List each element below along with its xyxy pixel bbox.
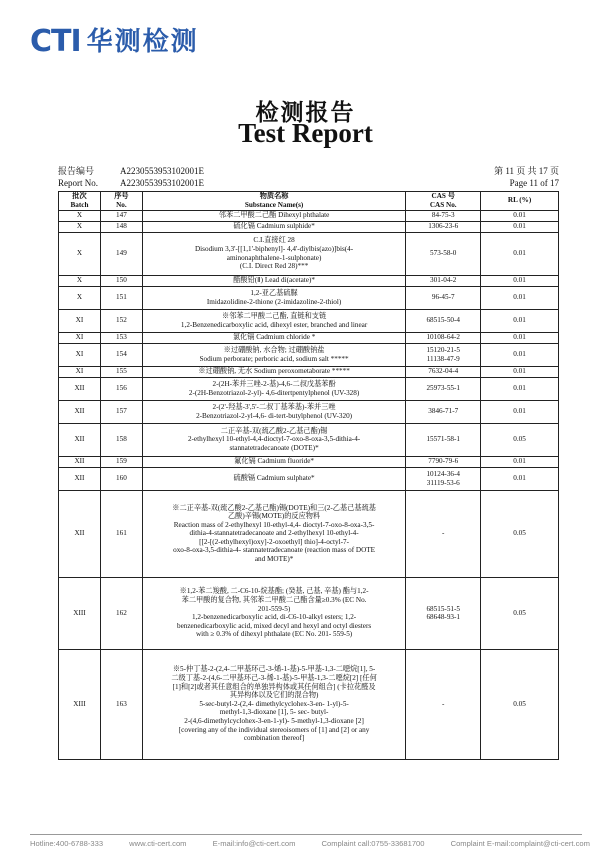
cell-no: 147 xyxy=(100,210,142,221)
logo-cn-text: 华测检测 xyxy=(86,27,199,57)
cell-batch: XIII xyxy=(59,577,101,649)
cell-no: 155 xyxy=(100,366,142,377)
cell-rl: 0.01 xyxy=(481,309,559,332)
page-indicator xyxy=(494,165,559,189)
substance-line: 氟化镉 Cadmium fluoride* xyxy=(234,457,314,466)
substance-line: 2-(2H-苯并三唑-2-基)-4,6-二叔戊基苯酚 xyxy=(212,380,336,388)
cell-cas xyxy=(406,649,481,759)
cell-rl: 0.05 xyxy=(481,490,559,577)
footer-divider xyxy=(30,834,582,835)
cas-number: 15571-58-1 xyxy=(426,435,460,444)
substance-line: Reaction mass of 2-ethylhexyl 10-ethyl-4,4- dioctyl-7-oxo-8-oxa-3,5- xyxy=(173,520,375,529)
cell-no: 150 xyxy=(100,275,142,286)
cell-substance-name xyxy=(142,400,405,423)
substance-line: methyl-1,3-dioxane [1], 5- sec- butyl- xyxy=(219,708,329,717)
substance-line: 1,2-benzenedicarboxylic acid, di-C6-10-alkyl esters; 1,2- xyxy=(191,613,357,622)
substance-line: (C.I. Direct Red 28)*** xyxy=(239,262,309,271)
cell-rl: 0.01 xyxy=(481,400,559,423)
substance-line: stannatetradecanoate (DOTE)* xyxy=(229,443,319,452)
cell-rl: 0.01 xyxy=(481,221,559,232)
header-substance: 物质名称 Substance Name(s) xyxy=(142,192,405,211)
substance-line: ※过硼酸钠, 无水 Sodium peroxometaborate ***** xyxy=(198,367,350,376)
substance-line: dithia-4-stannatetradecanoate and 2-ethylhexyl 10-ethyl-4- xyxy=(189,529,359,538)
table-row xyxy=(59,286,559,309)
cell-cas xyxy=(406,400,481,423)
cell-rl: 0.01 xyxy=(481,343,559,366)
substance-line: 硫化镉 Cadmium sulphide* xyxy=(233,222,315,231)
cell-rl: 0.05 xyxy=(481,577,559,649)
title-cn: 检测报告 xyxy=(255,99,356,126)
substance-line: oxo-8-oxa-3,5-dithia-4- stannatetradecanoate (reaction mass of DOTE xyxy=(173,546,376,555)
substance-line: ※邻苯二甲酸二己酯, 直链和支链 xyxy=(221,312,327,320)
page-en: Page 11 of 17 xyxy=(509,178,559,188)
cell-cas xyxy=(406,232,481,275)
substance-line: combination thereof] xyxy=(243,734,305,743)
cell-rl: 0.05 xyxy=(481,423,559,456)
cell-no: 157 xyxy=(100,400,142,423)
cas-number: 7790-79-6 xyxy=(428,457,459,466)
substance-line: Disodium 3,3'-[[1,1'-biphenyl]- 4,4'-diylbis(azo)]bis(4- xyxy=(194,245,354,253)
cell-no: 161 xyxy=(100,490,142,577)
cell-no: 158 xyxy=(100,423,142,456)
cell-batch: XIII xyxy=(59,649,101,759)
table-row xyxy=(59,221,559,232)
cell-no: 162 xyxy=(100,577,142,649)
cas-number: - xyxy=(442,529,445,538)
substance-line: [[2-[(2-ethylhexyl)oxy]-2-oxoethyl] thio]-4-octyl-7- xyxy=(199,537,350,546)
substance-line: Imidazolidine-2-thione (2-imidazoline-2-thiol) xyxy=(206,297,342,306)
cas-number: - xyxy=(442,699,445,708)
report-number xyxy=(58,165,204,189)
cell-substance-name xyxy=(142,275,405,286)
substance-line: C.I.直接红 28 xyxy=(253,236,295,245)
cell-cas xyxy=(406,275,481,286)
report-no-value-en: A2230553953102001E xyxy=(120,178,204,188)
substance-line: aminonaphthalene-1-sulphonate) xyxy=(226,253,322,262)
table-row xyxy=(59,456,559,467)
cas-number: 7632-04-4 xyxy=(428,367,459,376)
cell-no: 156 xyxy=(100,377,142,400)
cell-batch: X xyxy=(59,221,101,232)
substance-line: and MOTE)* xyxy=(254,555,294,564)
cell-rl: 0.01 xyxy=(481,332,559,343)
cas-number: 68648-93-1 xyxy=(426,613,460,622)
cell-batch: XII xyxy=(59,490,101,577)
cell-no: 148 xyxy=(100,221,142,232)
substance-line: 氯化镉 Cadmium chloride * xyxy=(232,333,316,342)
footer-hotline: Hotline:400-6788-333 xyxy=(30,839,104,848)
cas-number: 11138-47-9 xyxy=(426,354,460,363)
cell-substance-name xyxy=(142,332,405,343)
footer-website: www.cti-cert.com xyxy=(129,839,187,848)
cell-batch: XII xyxy=(59,377,101,400)
cell-cas xyxy=(406,366,481,377)
cell-cas xyxy=(406,467,481,490)
cell-rl: 0.05 xyxy=(481,649,559,759)
cell-substance-name xyxy=(142,577,405,649)
substance-line: 苯二甲酸的复合物, 其邻苯二甲酸二己酯含量≥0.3% (EC No. xyxy=(181,595,367,604)
cell-batch: XII xyxy=(59,456,101,467)
substance-line: Sodium perborate; perboric acid, sodium salt ***** xyxy=(199,354,349,363)
cell-rl: 0.01 xyxy=(481,210,559,221)
table-row xyxy=(59,343,559,366)
cell-rl: 0.01 xyxy=(481,467,559,490)
cell-substance-name xyxy=(142,467,405,490)
cell-cas xyxy=(406,210,481,221)
cell-rl: 0.01 xyxy=(481,456,559,467)
substance-line: 2-(2'-羟基-3',5'-二叔丁基苯基)-苯并三唑 xyxy=(212,403,336,411)
cas-number: 96-45-7 xyxy=(431,293,455,302)
cell-substance-name xyxy=(142,377,405,400)
cell-substance-name xyxy=(142,343,405,366)
substance-line: 二正辛基-双(巯乙酸2-乙基己酯)锡 xyxy=(220,426,328,435)
table-row xyxy=(59,366,559,377)
cas-number: 84-75-3 xyxy=(431,211,455,220)
cell-cas xyxy=(406,286,481,309)
cas-number: 25973-55-1 xyxy=(426,384,460,393)
cell-no: 160 xyxy=(100,467,142,490)
cell-cas xyxy=(406,456,481,467)
cell-no: 149 xyxy=(100,232,142,275)
table-header-row xyxy=(59,192,559,211)
substance-line: ※5-仲丁基-2-(2,4-二甲基环己-3-烯-1-基)-5-甲基-1,3-二噁烷[1], 5- xyxy=(172,665,376,674)
substance-line: 2-(4,6-dimethylcyclohex-3-en-1-yl)- 5-methyl-1,3-dioxane [2] xyxy=(184,716,364,725)
title-en: Test Report xyxy=(238,118,373,148)
cell-substance-name xyxy=(142,232,405,275)
substance-line: benzenedicarboxylic acid, mixed decyl and hexyl and octyl diesters xyxy=(176,621,372,630)
cell-rl: 0.01 xyxy=(481,377,559,400)
substance-line: 2-ethylhexyl 10-ethyl-4,4-dioctyl-7-oxo-8-oxa-3,5-dithia-4- xyxy=(187,435,361,444)
table-row xyxy=(59,423,559,456)
substance-line: 二级丁基-2-(4,6-二甲基环己-3-烯-1-基)-5-甲基-1,3-二噁烷[2] [任何 xyxy=(171,674,377,683)
substance-line: 其异构体以及它们的混合物) xyxy=(229,691,319,700)
table-row xyxy=(59,649,559,759)
cell-substance-name xyxy=(142,210,405,221)
table-row xyxy=(59,332,559,343)
cell-no: 163 xyxy=(100,649,142,759)
table-row xyxy=(59,490,559,577)
cell-batch: X xyxy=(59,275,101,286)
cell-substance-name xyxy=(142,221,405,232)
cell-cas xyxy=(406,221,481,232)
cell-batch: X xyxy=(59,210,101,221)
cas-number: 10108-64-2 xyxy=(426,333,460,342)
substance-line: 1,2-Benzenedicarboxylic acid, dihexyl ester, branched and linear xyxy=(180,320,368,329)
substance-line: 1,2-亚乙基硫脲 xyxy=(250,289,298,297)
cell-batch: X xyxy=(59,232,101,275)
cell-substance-name xyxy=(142,649,405,759)
cell-batch: X xyxy=(59,286,101,309)
cell-substance-name xyxy=(142,423,405,456)
substance-line: 硫酸镉 Cadmium sulphate* xyxy=(233,474,315,483)
header-cas: CAS 号 CAS No. xyxy=(406,192,481,211)
cell-cas xyxy=(406,343,481,366)
substance-line: 邻苯二甲酸二己酯 Dihexyl phthalate xyxy=(218,211,330,220)
cas-number: 1306-23-6 xyxy=(428,222,459,231)
footer-email: E-mail:info@cti-cert.com xyxy=(212,839,296,848)
substance-line: ※1,2-苯二羧酸, 二-C6-10-烷基酯; (癸基, 己基, 辛基) 酯与1,2- xyxy=(179,587,369,596)
substance-line: [covering any of the individual stereoisomers of [1] and [2] or any xyxy=(178,725,370,734)
cas-number: 15120-21-5 xyxy=(426,346,460,354)
table-row xyxy=(59,309,559,332)
cell-substance-name xyxy=(142,366,405,377)
substance-line: ※二正辛基-双(巯乙酸2-乙基己酯)锡(DOTE)和三(2-乙基己基巯基 xyxy=(172,503,376,512)
header-batch: 批次 Batch xyxy=(59,192,101,211)
page-cn: 第 11 页 共 17 页 xyxy=(494,166,559,176)
cas-number: 3846-71-7 xyxy=(428,407,459,416)
cas-number: 301-04-2 xyxy=(430,276,457,285)
substance-line: 乙酸)辛锡(MOTE)的反应物料 xyxy=(227,512,321,521)
report-no-label-cn: 报告编号 xyxy=(58,166,95,176)
table-row xyxy=(59,275,559,286)
header-no: 序号 No. xyxy=(100,192,142,211)
report-no-label-en: Report No. xyxy=(58,178,98,188)
cell-rl: 0.01 xyxy=(481,232,559,275)
cell-substance-name xyxy=(142,490,405,577)
header-rl: RL (%) xyxy=(481,192,559,211)
cell-batch: XI xyxy=(59,343,101,366)
substance-line: ※过硼酸钠, 水合物; 过硼酸钠盐 xyxy=(223,346,325,354)
cell-batch: XII xyxy=(59,467,101,490)
cell-no: 159 xyxy=(100,456,142,467)
cell-cas xyxy=(406,377,481,400)
cas-number: 68515-50-4 xyxy=(426,316,460,325)
cell-substance-name xyxy=(142,456,405,467)
substance-line: [1]和[2]或者其任意组合的单独异构体或其任何组合] (卡拉花醛及 xyxy=(172,682,376,691)
table-row xyxy=(59,232,559,275)
table-row xyxy=(59,577,559,649)
cas-number: 573-58-0 xyxy=(430,249,457,258)
cell-no: 152 xyxy=(100,309,142,332)
table-row xyxy=(59,467,559,490)
cell-batch: XI xyxy=(59,332,101,343)
cell-no: 151 xyxy=(100,286,142,309)
substance-line: 2-(2H-Benzotriazol-2-yl)- 4,6-ditertpentylphenol (UV-328) xyxy=(188,388,360,397)
cas-number: 10124-36-4 xyxy=(426,470,460,478)
cell-rl: 0.01 xyxy=(481,366,559,377)
cell-batch: XI xyxy=(59,366,101,377)
cell-batch: XI xyxy=(59,309,101,332)
footer-complaint-call: Complaint call:0755-33681700 xyxy=(321,839,425,848)
cas-number: 68515-51-5 xyxy=(426,604,460,613)
logo-text: CTI xyxy=(30,24,81,59)
cas-number: 31119-53-6 xyxy=(426,478,460,487)
substance-table xyxy=(58,191,559,760)
table-row xyxy=(59,377,559,400)
cell-no: 154 xyxy=(100,343,142,366)
substance-line: 5-sec-butyl-2-(2,4- dimethylcyclohex-3-en- 1-yl)-5- xyxy=(199,699,349,708)
cell-cas xyxy=(406,577,481,649)
table-row xyxy=(59,400,559,423)
cell-batch: XII xyxy=(59,400,101,423)
cti-logo xyxy=(30,24,199,59)
cell-rl: 0.01 xyxy=(481,286,559,309)
cell-cas xyxy=(406,490,481,577)
cell-cas xyxy=(406,309,481,332)
report-no-value-cn: A2230553953102001E xyxy=(120,166,204,176)
cell-cas xyxy=(406,332,481,343)
cell-rl: 0.01 xyxy=(481,275,559,286)
cell-no: 153 xyxy=(100,332,142,343)
substance-line: 201-559-5) xyxy=(257,604,291,613)
substance-line: 醋酸铅(Ⅱ) Lead di(acetate)* xyxy=(233,276,315,285)
substance-line: 2-Benzotriazol-2-yl-4,6- di-tert-butylphenol (UV-320) xyxy=(196,411,353,420)
footer xyxy=(30,839,590,848)
cell-batch: XII xyxy=(59,423,101,456)
substance-line: with ≥ 0.3% of dihexyl phthalate (EC No. 201- 559-5) xyxy=(195,630,353,639)
cell-substance-name xyxy=(142,286,405,309)
footer-complaint-email: Complaint E-mail:complaint@cti-cert.com xyxy=(450,839,590,848)
table-row xyxy=(59,210,559,221)
cell-substance-name xyxy=(142,309,405,332)
cell-cas xyxy=(406,423,481,456)
